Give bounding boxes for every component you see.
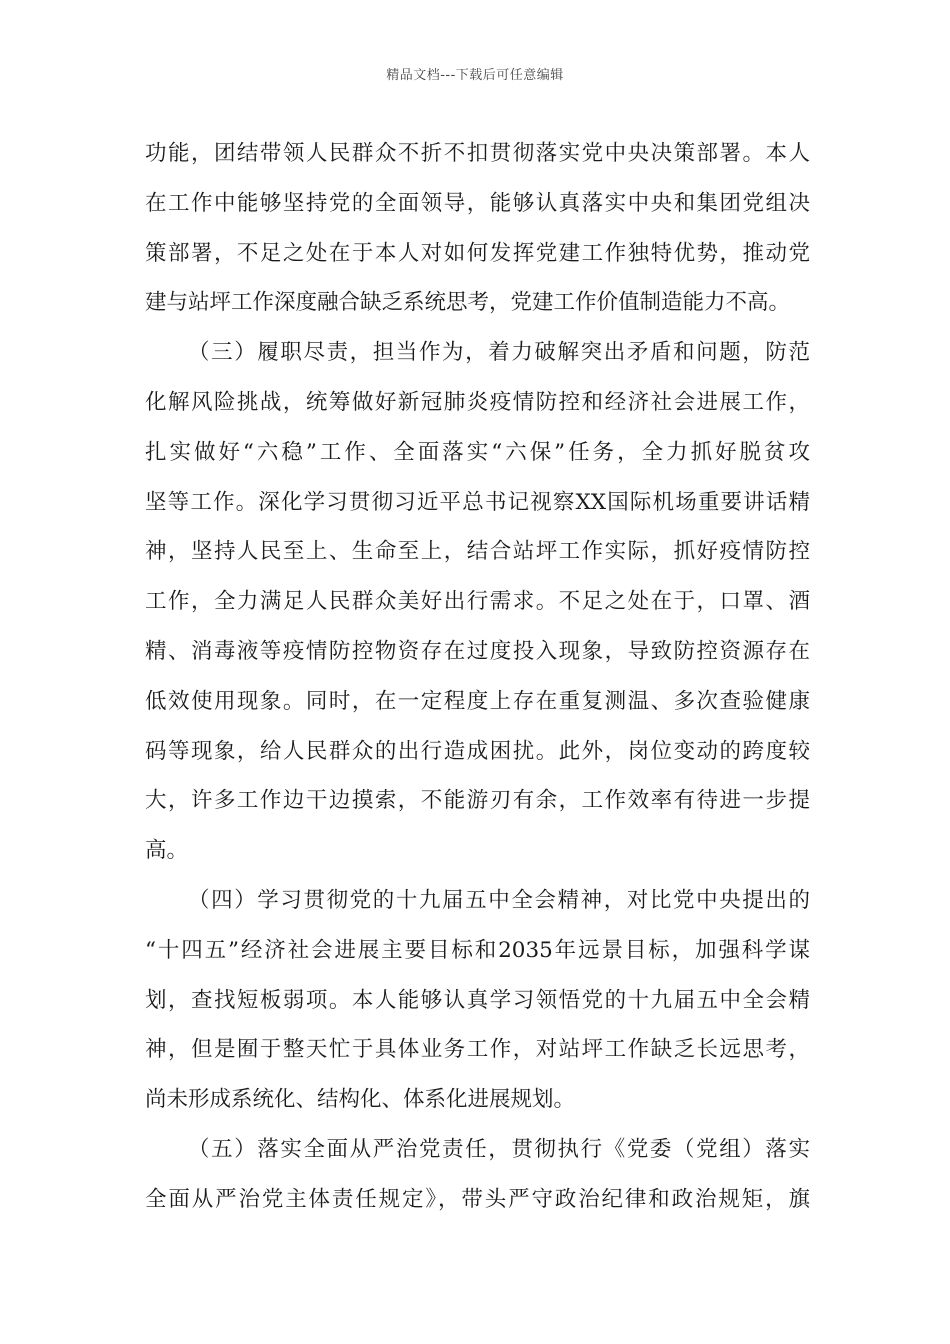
text-line: 大，许多工作边干边摸索，不能游刃有余，工作效率有待进一步提 — [145, 788, 810, 814]
text-line: 化解风险挑战，统筹做好新冠肺炎疫情防控和经济社会进展工作， — [145, 389, 810, 415]
text-line: 码等现象，给人民群众的出行造成困扰。此外，岗位变动的跨度较 — [145, 738, 810, 764]
text-line: 划，查找短板弱项。本人能够认真学习领悟党的十九届五中全会精 — [145, 987, 810, 1013]
text-line: 工作，全力满足人民群众美好出行需求。不足之处在于，口罩、酒 — [145, 589, 810, 615]
text-line: 功能，团结带领人民群众不折不扣贯彻落实党中央决策部署。本人 — [145, 141, 810, 166]
text-line: 神，但是囿于整天忙于具体业务工作，对站坪工作缺乏长远思考， — [145, 1037, 810, 1063]
text-line: “十四五”经济社会进展主要目标和2035年远景目标，加强科学谋 — [145, 937, 810, 963]
text-line: 扎实做好“六稳”工作、全面落实“六保”任务，全力抓好脱贫攻 — [145, 439, 810, 465]
page-header: 精品文档---下载后可任意编辑 — [386, 68, 564, 83]
document-body — [145, 129, 810, 1225]
text-line: 在工作中能够坚持党的全面领导，能够认真落实中央和集团党组决 — [145, 190, 810, 216]
text-line: （四）学习贯彻党的十九届五中全会精神，对比党中央提出的 — [188, 887, 810, 913]
text-line: 低效使用现象。同时，在一定程度上存在重复测温、多次查验健康 — [145, 688, 810, 714]
text-line: 建与站坪工作深度融合缺乏系统思考，党建工作价值制造能力不高。 — [145, 290, 791, 316]
text-line: 尚未形成系统化、结构化、体系化进展规划。 — [145, 1087, 576, 1113]
text-line: 策部署，不足之处在于本人对如何发挥党建工作独特优势，推动党 — [145, 240, 810, 266]
text-line: 神，坚持人民至上、生命至上，结合站坪工作实际，抓好疫情防控 — [145, 539, 810, 565]
text-line: （五）落实全面从严治党责任，贯彻执行《党委（党组）落实 — [188, 1136, 810, 1162]
text-line: 精、消毒液等疫情防控物资存在过度投入现象，导致防控资源存在 — [145, 638, 810, 664]
text-line: （三）履职尽责，担当作为，着力破解突出矛盾和问题，防范 — [188, 340, 810, 366]
text-line: 坚等工作。深化学习贯彻习近平总书记视察XX国际机场重要讲话精 — [145, 489, 810, 515]
text-line: 高。 — [145, 838, 189, 864]
text-line: 全面从严治党主体责任规定》，带头严守政治纪律和政治规矩，旗 — [145, 1186, 810, 1212]
